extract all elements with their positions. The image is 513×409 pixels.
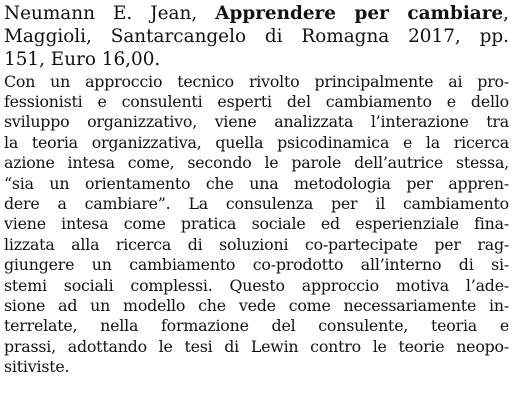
citation-line-3: 151, Euro 16,00. <box>4 49 161 71</box>
body-line: Con un approccio tecnico rivolto principalmente ai pro- <box>4 71 509 91</box>
citation-line-2: Maggioli, Santarcangelo di Romagna 2017, pp. <box>4 26 509 48</box>
citation-line-1 <box>4 2 509 25</box>
body-line: stemi sociali complessi. Questo approccio motiva l’ade- <box>4 275 509 295</box>
body-line: azione intesa come, secondo le parole dell’autrice stessa, <box>4 153 509 173</box>
title-comma: , <box>503 3 509 24</box>
book-title: Apprendere per cambiare <box>215 3 504 24</box>
body-line: sviluppo organizzativo, viene analizzata l’interazione tra <box>4 112 509 132</box>
body-line: viene intesa come pratica sociale ed esperienziale fina- <box>4 214 509 234</box>
review-body <box>4 72 509 378</box>
book-citation <box>4 2 509 72</box>
body-line: la teoria organizzativa, quella psicodinamica e la ricerca <box>4 132 509 152</box>
body-line: fessionisti e consulenti esperti del cambiamento e dello <box>4 92 509 112</box>
body-line-last: sitiviste. <box>4 357 70 377</box>
body-line: “sia un orientamento che una metodologia per appren- <box>4 173 509 193</box>
body-line: terrelate, nella formazione del consulente, teoria e <box>4 316 509 336</box>
author-name: Neumann E. Jean, <box>4 3 198 24</box>
body-line: lizzata alla ricerca di soluzioni co-partecipate per rag- <box>4 234 509 254</box>
body-line: dere a cambiare”. La consulenza per il cambiamento <box>4 194 509 214</box>
body-line: giungere un cambiamento co-prodotto all’interno di si- <box>4 255 509 275</box>
body-line: prassi, adottando le tesi di Lewin contro le teorie neopo- <box>4 336 509 356</box>
body-line: sione ad un modello che vede come necessariamente in- <box>4 296 509 316</box>
